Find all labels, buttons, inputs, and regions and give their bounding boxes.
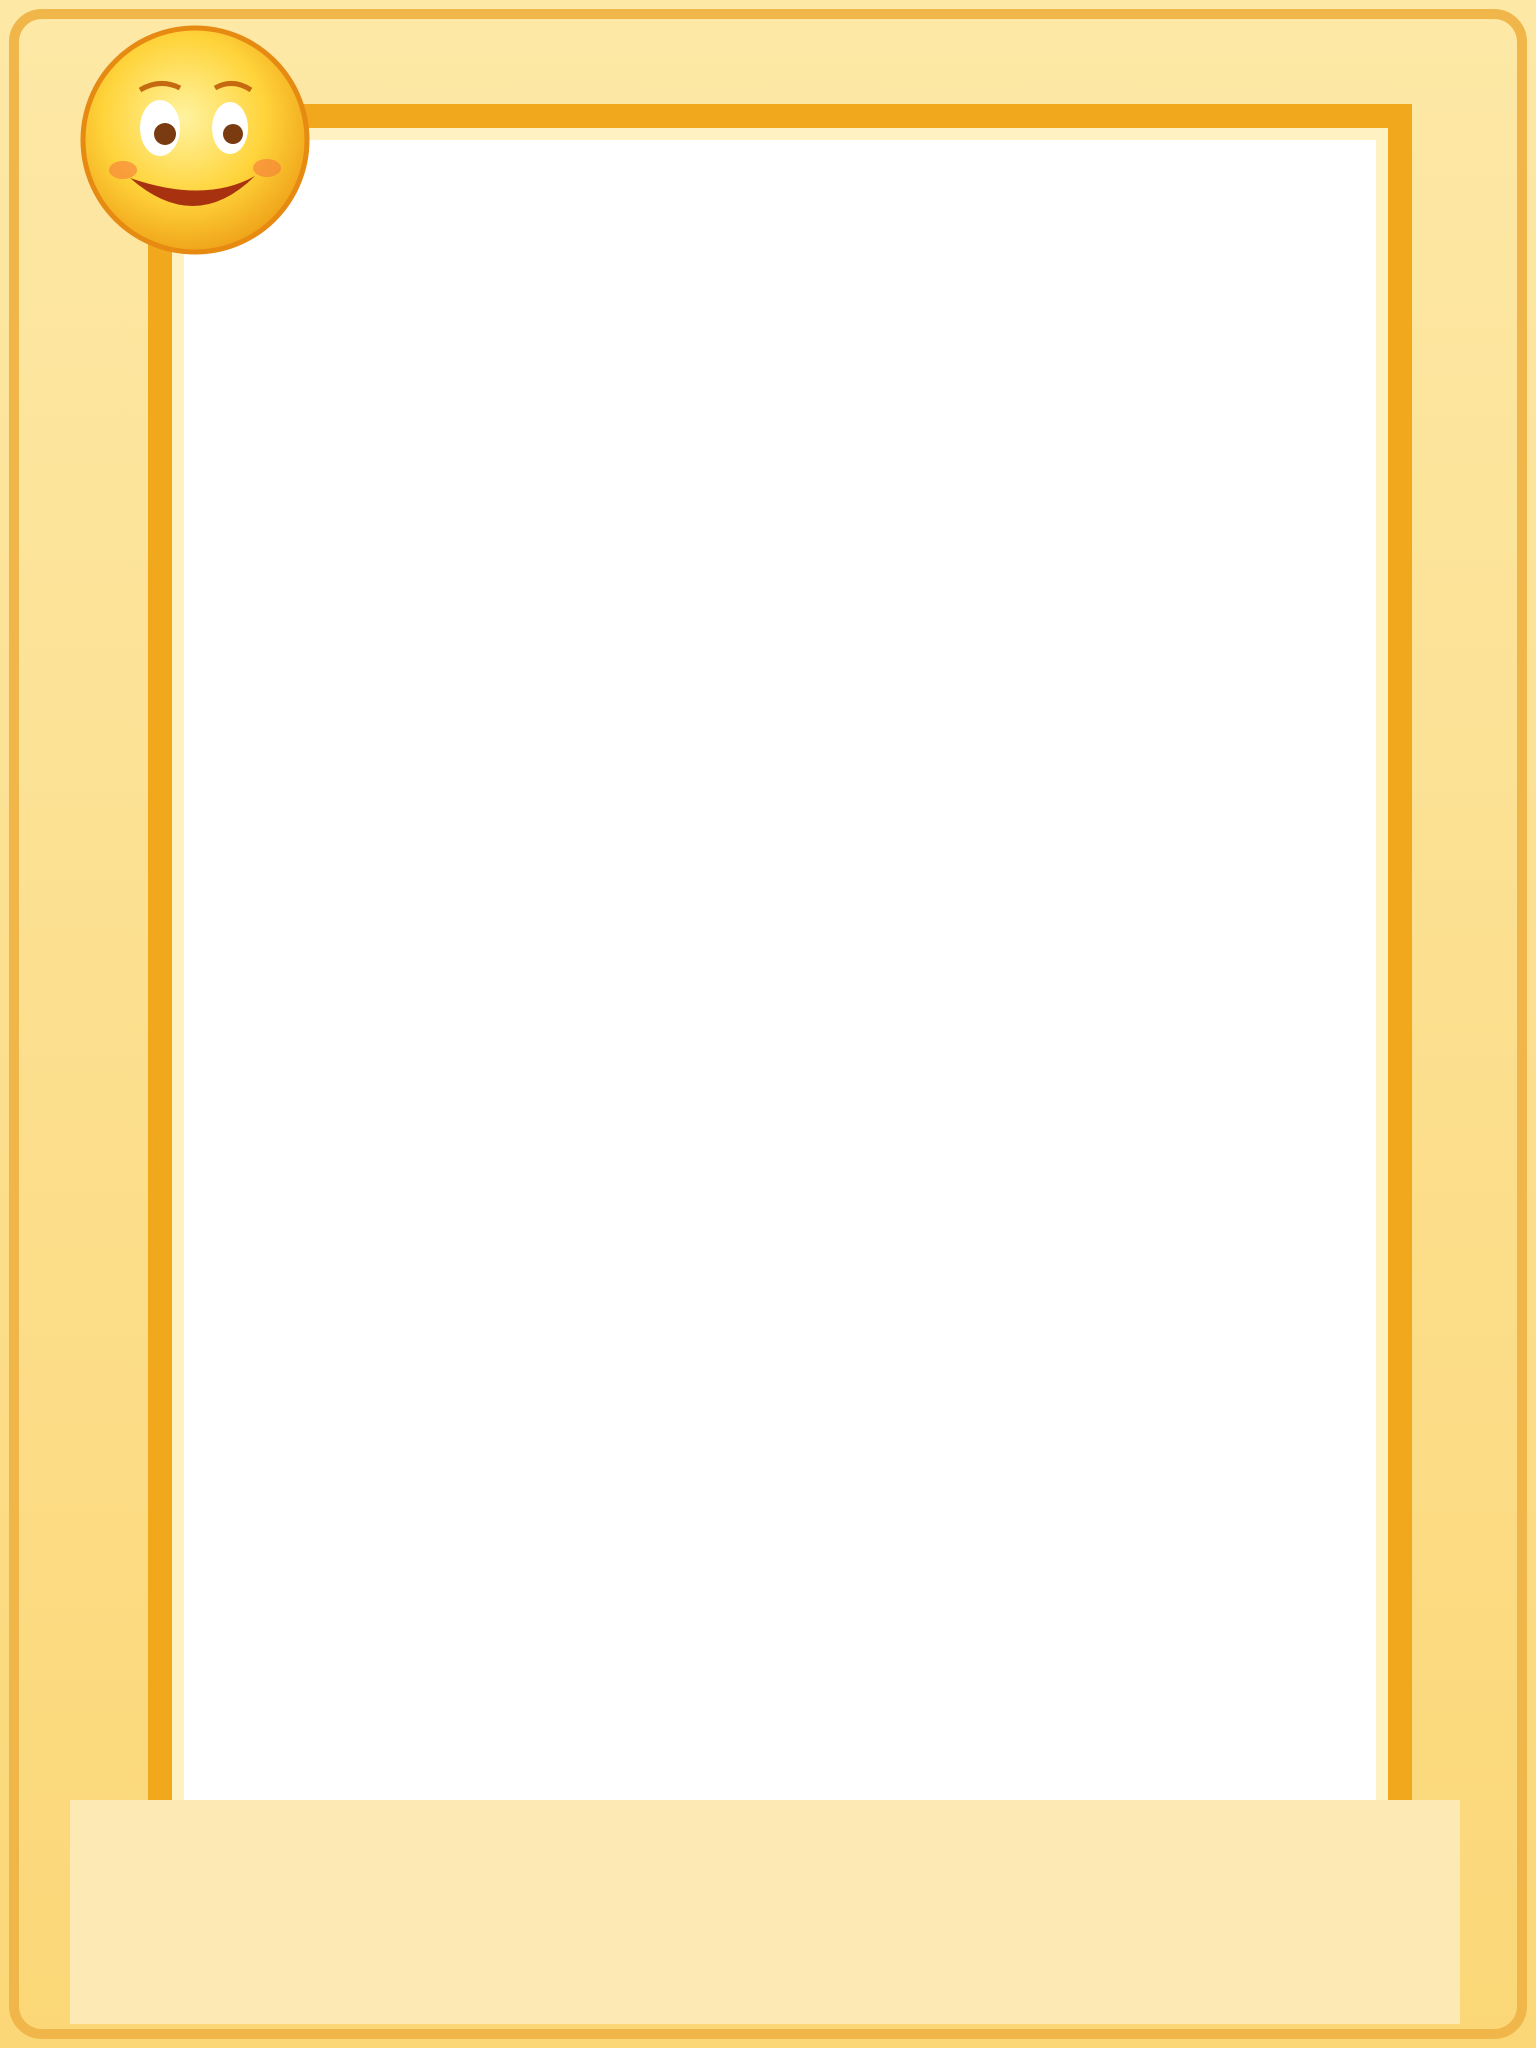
text-panel xyxy=(184,140,1376,1848)
meadow-background xyxy=(70,1800,1460,2024)
smiling-sun-icon xyxy=(83,28,307,252)
